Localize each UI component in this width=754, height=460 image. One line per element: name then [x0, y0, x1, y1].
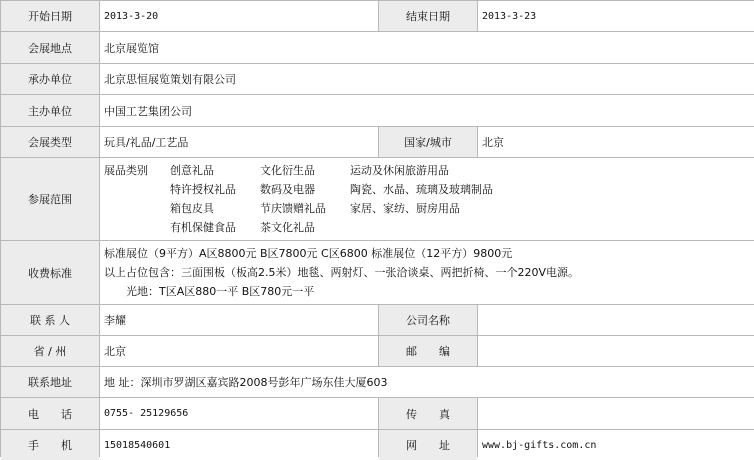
venue-label: 会展地点	[1, 32, 99, 63]
scope-heading: 展品类别	[104, 164, 148, 177]
country-city-label: 国家/城市	[379, 127, 477, 157]
fees-value	[100, 241, 754, 304]
fee-line-standard-booth: 标准展位（9平方）A区8800元 B区7800元 C区6800 标准展位（12平方）9800元	[104, 247, 513, 260]
mobile-label: 手 机	[1, 430, 99, 460]
scope-item: 家居、家纺、厨房用品	[350, 202, 460, 215]
postcode-value	[478, 336, 754, 366]
scope-item: 茶文化礼品	[260, 221, 315, 234]
venue-value: 北京展览馆	[100, 32, 754, 63]
scope-item: 数码及电器	[260, 183, 315, 196]
scope-item: 运动及休闲旅游用品	[350, 164, 449, 177]
scope-item: 创意礼品	[170, 164, 214, 177]
type-value: 玩具/礼品/工艺品	[100, 127, 378, 157]
mobile-value: 15018540601	[100, 430, 378, 460]
website-link[interactable]: www.bj-gifts.com.cn	[478, 430, 754, 460]
province-value: 北京	[100, 336, 378, 366]
scope-item: 箱包皮具	[170, 202, 214, 215]
scope-label: 参展范围	[1, 158, 99, 240]
fee-line-booth-includes: 以上占位包含：三面围板（板高2.5米）地毯、两射灯、一张洽谈桌、两把折椅、一个220V电源。	[104, 266, 580, 279]
start-date-label: 开始日期	[1, 1, 99, 31]
fax-label: 传 真	[379, 398, 477, 429]
fees-label: 收费标准	[1, 241, 99, 304]
fee-line-raw-space: 光地：T区A区880一平 B区780元一平	[126, 285, 315, 298]
address-label: 联系地址	[1, 367, 99, 397]
province-label: 省 / 州	[1, 336, 99, 366]
host-label: 主办单位	[1, 95, 99, 126]
company-label: 公司名称	[379, 305, 477, 335]
company-value	[478, 305, 754, 335]
scope-item: 文化衍生品	[260, 164, 315, 177]
contact-value: 李耀	[100, 305, 378, 335]
website-label: 网 址	[379, 430, 477, 460]
type-label: 会展类型	[1, 127, 99, 157]
organizer-value: 北京思恒展览策划有限公司	[100, 64, 754, 94]
phone-label: 电 话	[1, 398, 99, 429]
host-value: 中国工艺集团公司	[100, 95, 754, 126]
postcode-label: 邮 编	[379, 336, 477, 366]
address-value: 地 址：深圳市罗湖区嘉宾路2008号彭年广场东佳大厦603	[100, 367, 754, 397]
end-date-label: 结束日期	[379, 1, 477, 31]
contact-label: 联 系 人	[1, 305, 99, 335]
scope-item: 特许授权礼品	[170, 183, 236, 196]
start-date-value: 2013-3-20	[100, 1, 378, 31]
end-date-value: 2013-3-23	[478, 1, 754, 31]
scope-item: 有机保健食品	[170, 221, 236, 234]
scope-item: 节庆馈赠礼品	[260, 202, 326, 215]
scope-item	[350, 218, 530, 237]
scope-value	[100, 158, 754, 240]
fax-value	[478, 398, 754, 429]
organizer-label: 承办单位	[1, 64, 99, 94]
scope-item: 陶瓷、水晶、琉璃及玻璃制品	[350, 183, 493, 196]
phone-value: 0755- 25129656	[100, 398, 378, 429]
country-city-value: 北京	[478, 127, 754, 157]
